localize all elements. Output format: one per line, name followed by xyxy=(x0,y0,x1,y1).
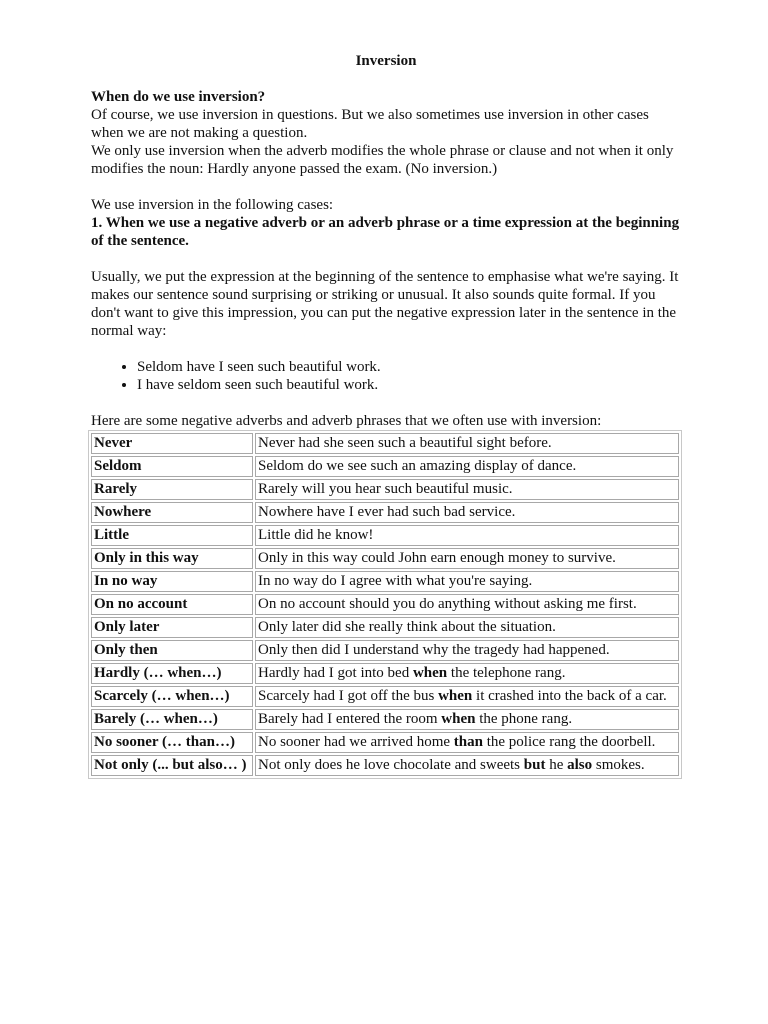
adverb-cell: Never xyxy=(91,433,253,454)
cases-lead: We use inversion in the following cases: xyxy=(91,197,334,213)
table-row xyxy=(91,663,679,684)
example-text: it crashed into the back of a car. xyxy=(472,688,667,704)
example-text: the police rang the doorbell. xyxy=(482,734,656,750)
adverb-cell: Scarcely (… when…) xyxy=(91,686,253,707)
example-text: Only then did I understand why the tragedy had happened. xyxy=(258,642,610,658)
table-row xyxy=(91,640,679,661)
table-row xyxy=(91,732,679,753)
adverb-cell: Barely (… when…) xyxy=(91,709,253,730)
example-cell xyxy=(255,732,679,753)
keyword-emphasis: when xyxy=(412,665,448,681)
example-text: No sooner had we arrived home xyxy=(258,734,454,750)
example-text: Scarcely had I got off the bus xyxy=(258,688,439,704)
example-text: Little did he know! xyxy=(258,527,374,543)
example-text: the phone rang. xyxy=(475,711,573,727)
example-cell xyxy=(255,709,679,730)
keyword-emphasis: when xyxy=(441,711,476,727)
adverb-cell: Hardly (… when…) xyxy=(91,663,253,684)
example-text: Seldom do we see such an amazing display of dance. xyxy=(258,458,577,474)
example-cell xyxy=(255,548,679,569)
table-row xyxy=(91,594,679,615)
example-text: Only later did she really think about the situation. xyxy=(258,619,556,635)
inversion-table xyxy=(88,430,682,779)
example-text: On no account should you do anything without asking me first. xyxy=(258,596,637,612)
table-row xyxy=(91,571,679,592)
example-cell xyxy=(255,594,679,615)
document-content xyxy=(91,52,681,779)
adverb-cell: Rarely xyxy=(91,479,253,500)
adverb-cell: Seldom xyxy=(91,456,253,477)
table-row xyxy=(91,755,679,776)
intro-paragraph-2: We only use inversion when the adverb modifies the whole phrase or clause and not when it only modifies the noun: Hardly anyone passed the exam. (No inversion.) xyxy=(91,143,674,177)
adverb-cell: Only in this way xyxy=(91,548,253,569)
example-cell xyxy=(255,755,679,776)
example-cell xyxy=(255,686,679,707)
document-title: Inversion xyxy=(355,53,417,69)
example-text: the telephone rang. xyxy=(447,665,566,681)
keyword-emphasis: than xyxy=(453,734,483,750)
example-cell xyxy=(255,502,679,523)
table-row xyxy=(91,433,679,454)
table-row xyxy=(91,709,679,730)
example-list xyxy=(91,358,681,394)
example-item: • Seldom have I seen such beautiful work. xyxy=(137,358,681,376)
example-cell xyxy=(255,663,679,684)
case-1-heading: 1. When we use a negative adverb or an adverb phrase or a time expression at the beginning of the sentence. xyxy=(91,215,680,249)
example-cell xyxy=(255,617,679,638)
example-text: Hardly had I got into bed xyxy=(258,665,413,681)
example-cell xyxy=(255,433,679,454)
example-item: • I have seldom seen such beautiful work. xyxy=(137,376,681,394)
example-text: Barely had I entered the room xyxy=(258,711,442,727)
example-cell xyxy=(255,525,679,546)
keyword-emphasis: also xyxy=(567,757,593,773)
example-text: Not only does he love chocolate and sweets xyxy=(258,757,524,773)
example-text: Never had she seen such a beautiful sight before. xyxy=(258,435,552,451)
table-row xyxy=(91,479,679,500)
table-row xyxy=(91,686,679,707)
example-text: Nowhere have I ever had such bad service. xyxy=(258,504,516,520)
example-cell xyxy=(255,479,679,500)
keyword-emphasis: when xyxy=(438,688,473,704)
adverb-cell: Little xyxy=(91,525,253,546)
explanation-paragraph: Usually, we put the expression at the beginning of the sentence to emphasise what we're saying. It makes our sentence sound surprising or striking or unusual. It also sounds quite formal. If you don't want to give this impression, you can put the negative expression later in the sentence in the normal way: xyxy=(91,269,679,339)
example-text: In no way do I agree with what you're saying. xyxy=(258,573,533,589)
keyword-emphasis: but xyxy=(523,757,546,773)
example-text: Rarely will you hear such beautiful music. xyxy=(258,481,513,497)
intro-question: When do we use inversion? xyxy=(91,89,266,105)
example-text: smokes. xyxy=(592,757,645,773)
example-cell xyxy=(255,640,679,661)
adverb-cell: In no way xyxy=(91,571,253,592)
table-intro: Here are some negative adverbs and adverb phrases that we often use with inversion: xyxy=(91,413,602,429)
example-text: he xyxy=(545,757,568,773)
table-row xyxy=(91,456,679,477)
adverb-cell: Nowhere xyxy=(91,502,253,523)
table-row xyxy=(91,617,679,638)
example-cell xyxy=(255,456,679,477)
table-row xyxy=(91,502,679,523)
table-row xyxy=(91,548,679,569)
example-text: Only in this way could John earn enough money to survive. xyxy=(258,550,616,566)
table-row xyxy=(91,525,679,546)
adverb-cell: Only later xyxy=(91,617,253,638)
adverb-cell: Not only (... but also… ) xyxy=(91,755,253,776)
example-cell xyxy=(255,571,679,592)
adverb-cell: No sooner (… than…) xyxy=(91,732,253,753)
adverb-cell: Only then xyxy=(91,640,253,661)
adverb-cell: On no account xyxy=(91,594,253,615)
intro-paragraph-1: Of course, we use inversion in questions. But we also sometimes use inversion in other cases when we are not making a question. xyxy=(91,107,649,141)
